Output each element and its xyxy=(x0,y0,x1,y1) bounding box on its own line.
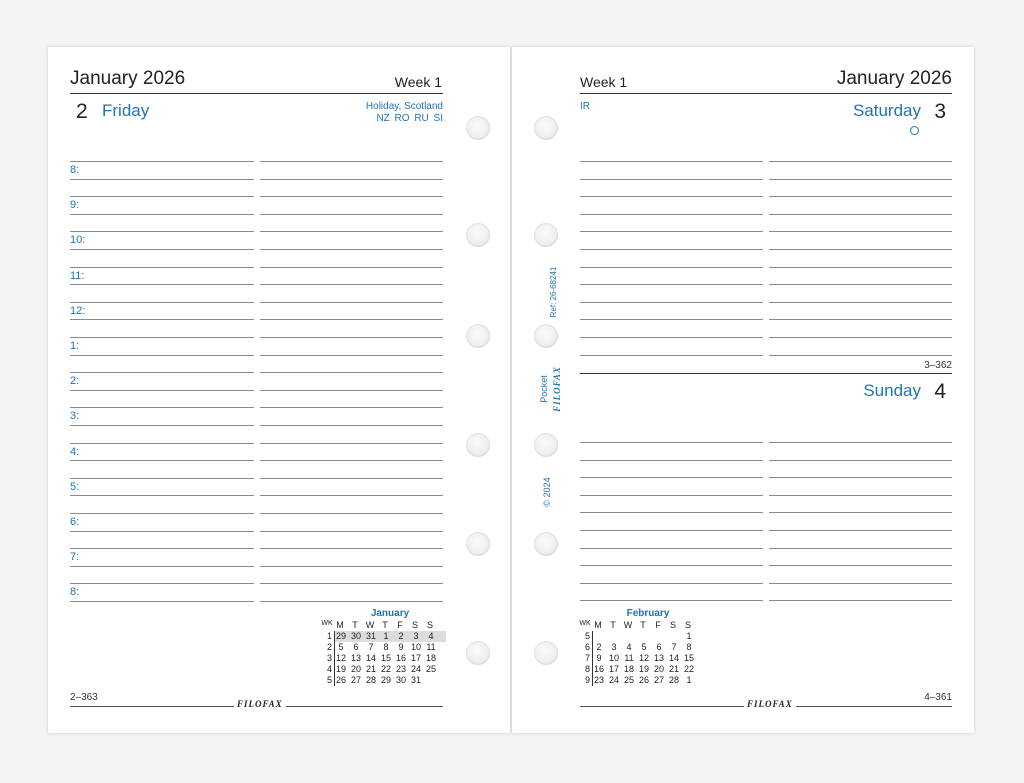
writing-line xyxy=(70,267,254,268)
hour-label: 2: xyxy=(70,375,80,388)
calendar-day: 23 xyxy=(395,664,406,674)
calendar-day: 13 xyxy=(350,653,361,663)
week-number: 7 xyxy=(584,653,590,663)
binder-hole xyxy=(534,532,558,556)
calendar-day: 9 xyxy=(398,642,404,652)
calendar-day: 14 xyxy=(365,653,376,663)
writing-line xyxy=(260,267,443,268)
calendar-day: 2 xyxy=(398,631,404,641)
writing-line xyxy=(260,407,443,408)
filofax-logo: FILOFAX xyxy=(744,699,796,709)
day-name: Friday xyxy=(102,101,150,120)
writing-line xyxy=(580,548,763,549)
calendar-day: 30 xyxy=(395,675,406,685)
calendar-day: 16 xyxy=(593,664,604,674)
calendar-day: 19 xyxy=(638,664,649,674)
calendar-day: 25 xyxy=(425,664,436,674)
mini-calendar-title: February xyxy=(626,608,670,619)
writing-line xyxy=(70,425,254,426)
week-number: 2 xyxy=(326,642,332,652)
writing-line xyxy=(260,355,443,356)
hour-label: 11: xyxy=(70,269,85,282)
binder-hole xyxy=(534,324,558,348)
calendar-day: 1 xyxy=(686,631,692,641)
mini-calendar-header: T xyxy=(640,620,646,630)
writing-line xyxy=(260,601,443,602)
calendar-day: 26 xyxy=(638,675,649,685)
calendar-day: 17 xyxy=(608,664,619,674)
writing-line xyxy=(580,565,763,566)
binder-hole xyxy=(534,116,558,140)
writing-line xyxy=(260,319,443,320)
writing-line xyxy=(580,161,763,162)
mini-calendar-header: T xyxy=(352,620,358,630)
writing-line xyxy=(260,495,443,496)
writing-line xyxy=(580,214,763,215)
left-diary-page xyxy=(48,47,510,733)
writing-line xyxy=(70,302,254,303)
writing-line xyxy=(580,495,763,496)
calendar-day: 11 xyxy=(624,653,634,663)
moon-phase-icon xyxy=(910,126,919,135)
writing-line xyxy=(580,319,763,320)
hour-label: 7: xyxy=(70,551,80,564)
calendar-day: 1 xyxy=(686,675,692,685)
calendar-day: 28 xyxy=(365,675,376,685)
calendar-day: 4 xyxy=(626,642,632,652)
calendar-day: 6 xyxy=(353,642,359,652)
writing-line xyxy=(260,161,443,162)
calendar-day: 22 xyxy=(683,664,694,674)
week-number: 5 xyxy=(326,675,332,685)
month-title: January 2026 xyxy=(70,68,186,89)
hour-label: 9: xyxy=(70,199,80,212)
mini-calendar-header: W xyxy=(365,620,375,630)
writing-line xyxy=(70,196,254,197)
writing-line xyxy=(70,443,254,444)
writing-line xyxy=(70,531,254,532)
calendar-day: 5 xyxy=(338,642,344,652)
binder-hole xyxy=(534,433,558,457)
week-label: Week 1 xyxy=(394,74,442,90)
binder-hole xyxy=(466,641,490,665)
mini-calendar-header: T xyxy=(610,620,616,630)
writing-line xyxy=(580,442,763,443)
writing-line xyxy=(70,284,254,285)
calendar-day: 4 xyxy=(428,631,434,641)
mini-calendar-header: S xyxy=(411,620,418,630)
calendar-day: 21 xyxy=(668,664,679,674)
writing-line xyxy=(580,477,763,478)
header-rule xyxy=(70,93,443,94)
calendar-day: 2 xyxy=(596,642,602,652)
calendar-day: 19 xyxy=(335,664,346,674)
writing-line xyxy=(769,267,952,268)
writing-line xyxy=(70,355,254,356)
writing-line xyxy=(70,460,254,461)
week-number: 3 xyxy=(326,653,332,663)
week-number: 4 xyxy=(326,664,332,674)
calendar-day: 12 xyxy=(638,653,649,663)
writing-line xyxy=(580,337,763,338)
writing-line xyxy=(70,231,254,232)
calendar-day: 6 xyxy=(656,642,662,652)
calendar-day: 24 xyxy=(410,664,421,674)
writing-line xyxy=(260,425,443,426)
writing-line xyxy=(260,249,443,250)
writing-line xyxy=(769,302,952,303)
calendar-day: 21 xyxy=(365,664,376,674)
calendar-day: 27 xyxy=(350,675,361,685)
calendar-day: 18 xyxy=(623,664,634,674)
writing-line xyxy=(260,302,443,303)
writing-line xyxy=(70,214,254,215)
calendar-day: 10 xyxy=(410,642,421,652)
writing-line xyxy=(769,600,952,601)
writing-line xyxy=(580,460,763,461)
week-number: 6 xyxy=(584,642,590,652)
holiday-note: Holiday, Scotland xyxy=(365,101,443,112)
calendar-day: 9 xyxy=(596,653,602,663)
writing-line xyxy=(70,601,254,602)
writing-line xyxy=(260,548,443,549)
calendar-day: 10 xyxy=(608,653,619,663)
pocket-label: Pocket xyxy=(539,375,549,403)
calendar-day: 24 xyxy=(608,675,619,685)
writing-line xyxy=(260,443,443,444)
mini-calendar-header: WK xyxy=(579,620,591,627)
mini-calendar-january xyxy=(320,608,446,698)
calendar-day: 8 xyxy=(383,642,389,652)
hour-label: 5: xyxy=(70,480,80,493)
calendar-day: 14 xyxy=(668,653,679,663)
ref-code: Ref: 26-68241 xyxy=(549,266,558,318)
holiday-countries: NZ RO RU SI xyxy=(376,113,443,124)
writing-line xyxy=(70,478,254,479)
calendar-day: 13 xyxy=(653,653,664,663)
writing-line xyxy=(580,530,763,531)
writing-line xyxy=(260,478,443,479)
mini-calendar-header: F xyxy=(397,620,403,630)
mini-calendar-header: S xyxy=(669,620,676,630)
calendar-day: 3 xyxy=(611,642,617,652)
hour-label: 8: xyxy=(70,164,80,176)
writing-line xyxy=(769,284,952,285)
writing-line xyxy=(70,548,254,549)
writing-line xyxy=(769,214,952,215)
writing-line xyxy=(769,530,952,531)
week-number: 8 xyxy=(584,664,590,674)
day-count: 3–362 xyxy=(924,360,952,371)
writing-line xyxy=(260,179,443,180)
page-number: 4–361 xyxy=(924,692,952,703)
writing-line xyxy=(260,196,443,197)
mini-calendar-header: S xyxy=(426,620,433,630)
hour-label: 12: xyxy=(70,304,86,317)
writing-line xyxy=(769,495,952,496)
writing-line xyxy=(70,161,254,162)
writing-line xyxy=(769,249,952,250)
writing-line xyxy=(580,196,763,197)
writing-line xyxy=(769,583,952,584)
mini-calendar-header: S xyxy=(684,620,691,630)
writing-line xyxy=(260,284,443,285)
filofax-logo: FILOFAX xyxy=(234,699,286,709)
writing-line xyxy=(769,179,952,180)
mini-calendar-header: W xyxy=(623,620,633,630)
writing-line xyxy=(70,495,254,496)
writing-line xyxy=(769,319,952,320)
writing-line xyxy=(70,583,254,584)
calendar-day: 15 xyxy=(683,653,694,663)
right-diary-page xyxy=(512,47,974,733)
calendar-day: 29 xyxy=(335,631,346,641)
mini-calendar-header: M xyxy=(594,620,602,630)
calendar-day: 7 xyxy=(368,642,374,652)
writing-line xyxy=(580,512,763,513)
binder-hole xyxy=(466,532,490,556)
mini-calendar-february xyxy=(578,608,704,698)
mini-calendar-title: January xyxy=(370,608,410,619)
writing-line xyxy=(70,319,254,320)
week-number: 9 xyxy=(584,675,590,685)
calendar-day: 20 xyxy=(350,664,361,674)
writing-line xyxy=(769,477,952,478)
calendar-day: 11 xyxy=(426,642,436,652)
calendar-day: 8 xyxy=(686,642,692,652)
calendar-day: 18 xyxy=(425,653,436,663)
saturday-number: 3 xyxy=(934,100,946,123)
writing-line xyxy=(580,284,763,285)
binder-hole xyxy=(466,116,490,140)
hour-label: 6: xyxy=(70,516,80,528)
calendar-day: 25 xyxy=(623,675,634,685)
calendar-day: 27 xyxy=(653,675,664,685)
month-title: January 2026 xyxy=(836,68,952,89)
day-number: 2 xyxy=(76,100,88,123)
writing-line xyxy=(580,249,763,250)
binder-hole xyxy=(466,223,490,247)
writing-line xyxy=(769,161,952,162)
calendar-day: 22 xyxy=(380,664,391,674)
writing-line xyxy=(260,460,443,461)
day-divider xyxy=(580,373,952,374)
hour-label: 10: xyxy=(70,234,86,247)
calendar-day: 1 xyxy=(383,631,389,641)
calendar-day: 29 xyxy=(380,675,391,685)
page-number: 2–363 xyxy=(70,692,98,703)
writing-line xyxy=(70,179,254,180)
writing-line xyxy=(260,390,443,391)
writing-line xyxy=(260,337,443,338)
calendar-day: 12 xyxy=(335,653,346,663)
mini-calendar-header: F xyxy=(655,620,661,630)
writing-line xyxy=(70,390,254,391)
writing-line xyxy=(769,355,952,356)
writing-line xyxy=(260,583,443,584)
writing-line xyxy=(580,231,763,232)
writing-line xyxy=(769,460,952,461)
writing-line xyxy=(769,337,952,338)
writing-line xyxy=(260,531,443,532)
sunday-number: 4 xyxy=(934,380,946,403)
holiday-note: IR xyxy=(580,101,590,112)
calendar-day: 26 xyxy=(335,675,346,685)
hour-label: 3: xyxy=(70,410,80,423)
hour-label: 1: xyxy=(70,340,80,352)
calendar-day: 15 xyxy=(380,653,391,663)
writing-line xyxy=(260,513,443,514)
writing-line xyxy=(70,513,254,514)
calendar-day: 3 xyxy=(413,631,419,641)
writing-line xyxy=(769,565,952,566)
week-number: 5 xyxy=(584,631,590,641)
calendar-day: 17 xyxy=(410,653,421,663)
mini-calendar-header: M xyxy=(336,620,344,630)
calendar-day: 5 xyxy=(641,642,647,652)
writing-line xyxy=(70,372,254,373)
writing-line xyxy=(70,566,254,567)
writing-line xyxy=(70,337,254,338)
calendar-day: 23 xyxy=(593,675,604,685)
mini-calendar-header: WK xyxy=(321,620,333,627)
writing-line xyxy=(580,179,763,180)
hour-label: 4: xyxy=(70,445,80,458)
writing-line xyxy=(580,302,763,303)
spine-filofax-logo: FILOFAX xyxy=(552,366,562,412)
week-number: 1 xyxy=(326,631,332,641)
writing-line xyxy=(260,214,443,215)
writing-line xyxy=(769,196,952,197)
binder-hole xyxy=(466,433,490,457)
writing-line xyxy=(260,566,443,567)
writing-line xyxy=(769,512,952,513)
calendar-day: 31 xyxy=(410,675,421,685)
week-label: Week 1 xyxy=(580,74,628,90)
writing-line xyxy=(580,600,763,601)
binder-hole xyxy=(534,223,558,247)
writing-line xyxy=(70,407,254,408)
sunday-name: Sunday xyxy=(863,381,921,400)
writing-line xyxy=(70,249,254,250)
writing-line xyxy=(580,583,763,584)
saturday-name: Saturday xyxy=(852,101,921,120)
calendar-day: 30 xyxy=(350,631,361,641)
mini-calendar-header: T xyxy=(382,620,388,630)
binder-hole xyxy=(534,641,558,665)
writing-line xyxy=(769,548,952,549)
writing-line xyxy=(769,231,952,232)
calendar-day: 31 xyxy=(365,631,376,641)
writing-line xyxy=(580,267,763,268)
calendar-day: 28 xyxy=(668,675,679,685)
copyright: © 2024 xyxy=(542,477,552,507)
calendar-day: 20 xyxy=(653,664,664,674)
writing-line xyxy=(580,355,763,356)
writing-line xyxy=(769,442,952,443)
calendar-day: 7 xyxy=(671,642,677,652)
hour-label: 8: xyxy=(70,586,80,599)
writing-line xyxy=(260,372,443,373)
writing-line xyxy=(260,231,443,232)
header-rule xyxy=(580,93,952,94)
binder-hole xyxy=(466,324,490,348)
calendar-day: 16 xyxy=(395,653,406,663)
